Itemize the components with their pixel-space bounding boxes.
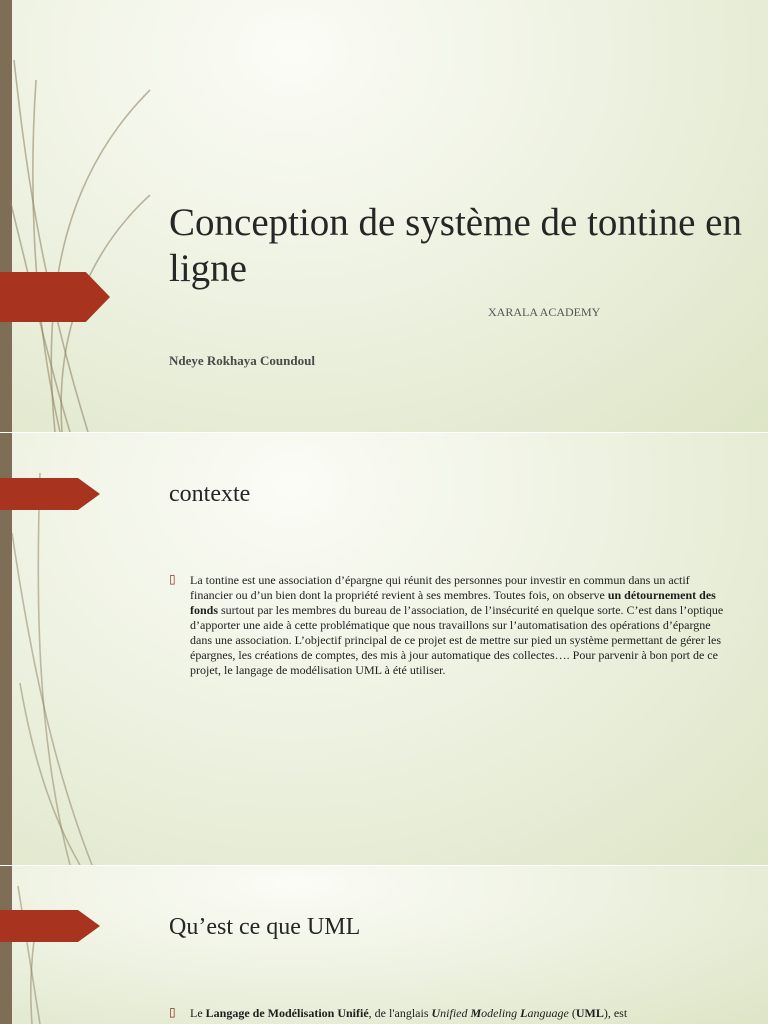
uml-paragraph: Le Langage de Modélisation Unifié, de l'anglais Unified Modeling Language (UML), est [190,1006,628,1020]
slide-contexte [0,433,768,865]
emphasis-text: un détournement des fonds [190,588,716,617]
slide-title [0,0,768,432]
section-heading-contexte: contexte [169,481,251,507]
bullet-icon: ▯ [169,572,176,586]
contexte-paragraph: La tontine est une association d’épargne qui réunit des personnes pour investir en commun dans un actif financier ou d’un bien dont la propriété revient à ses membres. Toutes fois, on observe un détournement des fonds surtout par les membres du bureau de l’association, de l’insécurité en quelque sorte. C’est dans l’optique d’apporter une aide à cette problématique que nous travaillons sur l’automatisation des opérations d’épargne dans une association. L’objectif principal de ce projet est de mettre sur pied un système permettant de gérer les épargnes, les créations de comptes, des mis à jour automatique des collectes…. Pour parvenir à bon port de ce projet, le langage de modélisation UML à été utiliser. [190,573,724,677]
decorative-curves [0,866,200,1024]
slide-uml [0,866,768,1024]
presentation-title: Conception de système de tontine en ligne [169,201,742,290]
organization-label: XARALA ACADEMY [488,305,601,319]
bullet-icon: ▯ [169,1005,176,1019]
author-name: Ndeye Rokhaya Coundoul [169,353,315,368]
section-heading-uml: Qu’est ce que UML [169,914,361,940]
